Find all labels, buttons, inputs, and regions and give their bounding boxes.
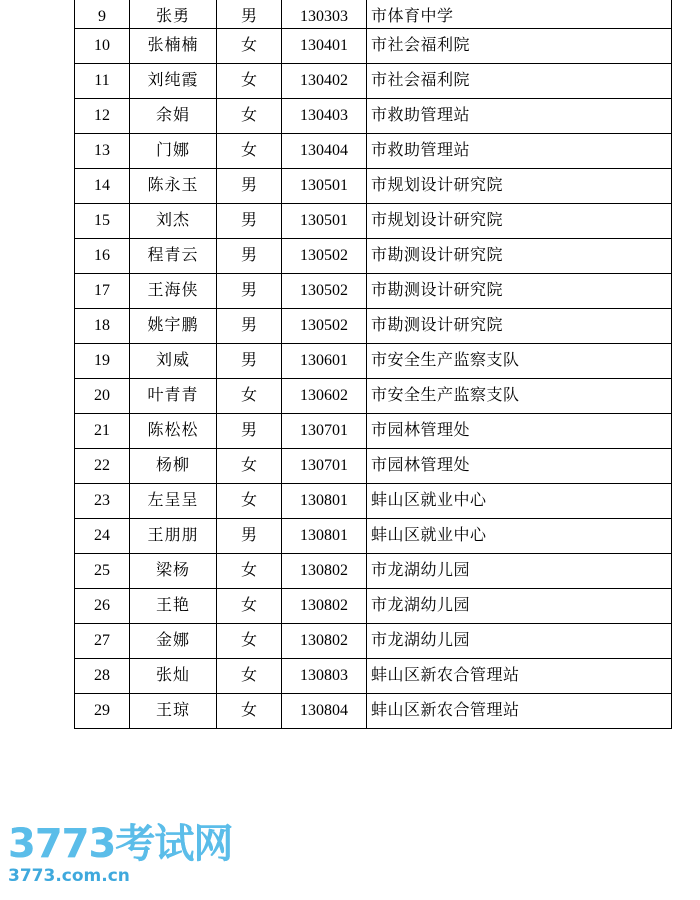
cell-code: 130401 — [282, 29, 367, 64]
cell-gender: 女 — [217, 449, 282, 484]
cell-gender: 女 — [217, 589, 282, 624]
cell-code: 130602 — [282, 379, 367, 414]
cell-unit: 市社会福利院 — [367, 64, 672, 99]
cell-code: 130701 — [282, 414, 367, 449]
cell-code: 130801 — [282, 519, 367, 554]
cell-gender: 男 — [217, 309, 282, 344]
cell-name: 王朋朋 — [130, 519, 217, 554]
table-row — [75, 29, 672, 64]
cell-sequence-number: 26 — [75, 589, 130, 624]
cell-code: 130801 — [282, 484, 367, 519]
cell-name: 刘杰 — [130, 204, 217, 239]
cell-name: 左呈呈 — [130, 484, 217, 519]
site-watermark — [8, 821, 233, 886]
cell-unit: 蚌山区就业中心 — [367, 519, 672, 554]
cell-name: 陈松松 — [130, 414, 217, 449]
cell-sequence-number: 25 — [75, 554, 130, 589]
cell-gender: 女 — [217, 64, 282, 99]
cell-unit: 市体育中学 — [367, 0, 672, 29]
cell-sequence-number: 9 — [75, 0, 130, 29]
cell-name: 金娜 — [130, 624, 217, 659]
cell-code: 130402 — [282, 64, 367, 99]
cell-unit: 市勘测设计研究院 — [367, 309, 672, 344]
cell-code: 130804 — [282, 694, 367, 729]
table-row — [75, 379, 672, 414]
cell-sequence-number: 28 — [75, 659, 130, 694]
cell-code: 130803 — [282, 659, 367, 694]
table-row — [75, 694, 672, 729]
cell-name: 王海侠 — [130, 274, 217, 309]
cell-gender: 男 — [217, 414, 282, 449]
table-row — [75, 239, 672, 274]
cell-name: 姚宇鹏 — [130, 309, 217, 344]
cell-unit: 蚌山区就业中心 — [367, 484, 672, 519]
cell-name: 王艳 — [130, 589, 217, 624]
cell-sequence-number: 15 — [75, 204, 130, 239]
cell-gender: 男 — [217, 519, 282, 554]
cell-name: 张楠楠 — [130, 29, 217, 64]
table-row — [75, 344, 672, 379]
cell-code: 130701 — [282, 449, 367, 484]
cell-code: 130403 — [282, 99, 367, 134]
cell-name: 杨柳 — [130, 449, 217, 484]
cell-name: 余娟 — [130, 99, 217, 134]
table-row — [75, 204, 672, 239]
watermark-main — [8, 821, 233, 867]
cell-name: 刘威 — [130, 344, 217, 379]
cell-gender: 女 — [217, 659, 282, 694]
cell-code: 130502 — [282, 309, 367, 344]
table-row — [75, 554, 672, 589]
cell-unit: 市规划设计研究院 — [367, 169, 672, 204]
cell-gender: 女 — [217, 29, 282, 64]
cell-unit: 市救助管理站 — [367, 99, 672, 134]
cell-code: 130802 — [282, 589, 367, 624]
cell-sequence-number: 23 — [75, 484, 130, 519]
cell-gender: 女 — [217, 554, 282, 589]
cell-sequence-number: 12 — [75, 99, 130, 134]
cell-sequence-number: 13 — [75, 134, 130, 169]
cell-unit: 市龙湖幼儿园 — [367, 554, 672, 589]
table-row — [75, 99, 672, 134]
cell-gender: 女 — [217, 484, 282, 519]
watermark-number: 3773 — [8, 821, 116, 867]
cell-unit: 市园林管理处 — [367, 449, 672, 484]
table-row — [75, 309, 672, 344]
cell-gender: 男 — [217, 0, 282, 29]
roster-table — [74, 0, 672, 729]
cell-sequence-number: 17 — [75, 274, 130, 309]
cell-name: 叶青青 — [130, 379, 217, 414]
cell-code: 130404 — [282, 134, 367, 169]
cell-gender: 男 — [217, 274, 282, 309]
cell-name: 程青云 — [130, 239, 217, 274]
cell-gender: 男 — [217, 204, 282, 239]
cell-gender: 女 — [217, 694, 282, 729]
cell-gender: 男 — [217, 239, 282, 274]
cell-code: 130303 — [282, 0, 367, 29]
table-row — [75, 519, 672, 554]
cell-code: 130502 — [282, 274, 367, 309]
cell-gender: 男 — [217, 344, 282, 379]
table-row — [75, 64, 672, 99]
cell-sequence-number: 20 — [75, 379, 130, 414]
cell-unit: 市勘测设计研究院 — [367, 274, 672, 309]
table-row — [75, 414, 672, 449]
cell-gender: 女 — [217, 624, 282, 659]
table-row — [75, 274, 672, 309]
cell-sequence-number: 29 — [75, 694, 130, 729]
cell-code: 130802 — [282, 624, 367, 659]
roster-table-body — [75, 0, 672, 729]
cell-gender: 女 — [217, 99, 282, 134]
cell-unit: 蚌山区新农合管理站 — [367, 659, 672, 694]
cell-unit: 蚌山区新农合管理站 — [367, 694, 672, 729]
cell-unit: 市龙湖幼儿园 — [367, 589, 672, 624]
cell-name: 刘纯霞 — [130, 64, 217, 99]
table-row — [75, 484, 672, 519]
cell-sequence-number: 18 — [75, 309, 130, 344]
cell-sequence-number: 24 — [75, 519, 130, 554]
cell-unit: 市救助管理站 — [367, 134, 672, 169]
cell-sequence-number: 21 — [75, 414, 130, 449]
watermark-text: 考试网 — [115, 821, 233, 867]
cell-name: 门娜 — [130, 134, 217, 169]
cell-code: 130501 — [282, 204, 367, 239]
table-row — [75, 169, 672, 204]
cell-name: 梁杨 — [130, 554, 217, 589]
cell-unit: 市社会福利院 — [367, 29, 672, 64]
cell-unit: 市安全生产监察支队 — [367, 379, 672, 414]
table-row — [75, 0, 672, 29]
cell-code: 130802 — [282, 554, 367, 589]
cell-sequence-number: 10 — [75, 29, 130, 64]
cell-code: 130501 — [282, 169, 367, 204]
cell-gender: 女 — [217, 379, 282, 414]
cell-unit: 市勘测设计研究院 — [367, 239, 672, 274]
table-row — [75, 624, 672, 659]
roster-table-container — [74, 0, 626, 729]
table-row — [75, 449, 672, 484]
cell-unit: 市规划设计研究院 — [367, 204, 672, 239]
cell-unit: 市龙湖幼儿园 — [367, 624, 672, 659]
cell-sequence-number: 19 — [75, 344, 130, 379]
cell-code: 130601 — [282, 344, 367, 379]
cell-sequence-number: 22 — [75, 449, 130, 484]
cell-sequence-number: 16 — [75, 239, 130, 274]
table-row — [75, 589, 672, 624]
table-row — [75, 659, 672, 694]
cell-sequence-number: 11 — [75, 64, 130, 99]
cell-name: 陈永玉 — [130, 169, 217, 204]
cell-unit: 市安全生产监察支队 — [367, 344, 672, 379]
table-row — [75, 134, 672, 169]
cell-gender: 女 — [217, 134, 282, 169]
cell-sequence-number: 27 — [75, 624, 130, 659]
cell-unit: 市园林管理处 — [367, 414, 672, 449]
cell-code: 130502 — [282, 239, 367, 274]
watermark-url: 3773.com.cn — [8, 866, 130, 886]
cell-sequence-number: 14 — [75, 169, 130, 204]
cell-name: 王琼 — [130, 694, 217, 729]
cell-gender: 男 — [217, 169, 282, 204]
cell-name: 张勇 — [130, 0, 217, 29]
cell-name: 张灿 — [130, 659, 217, 694]
